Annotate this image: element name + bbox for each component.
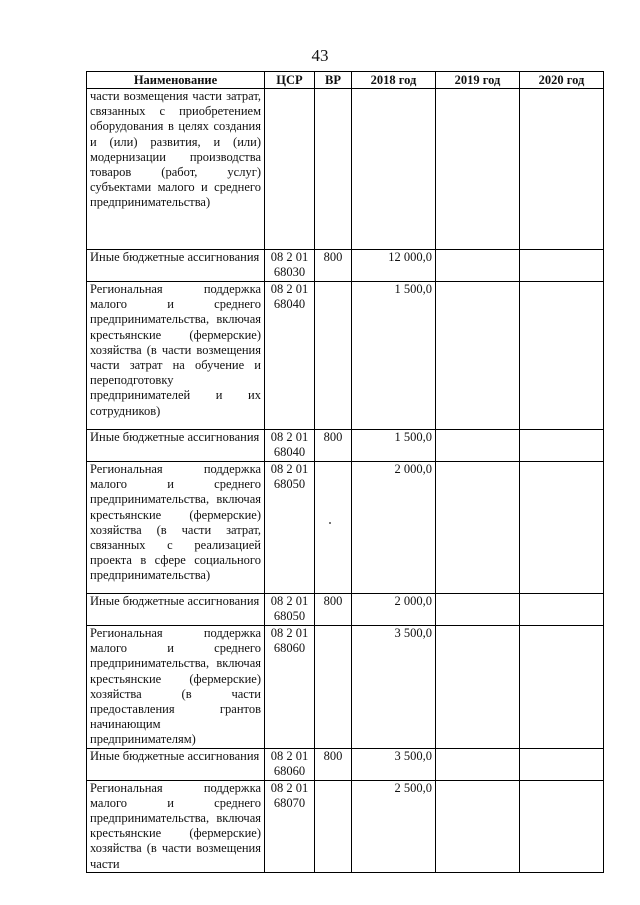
row-2018: 2 500,0 [352, 780, 436, 872]
row-2019 [436, 282, 520, 430]
row-csr: 08 2 01 68040 [265, 282, 315, 430]
row-2019 [436, 250, 520, 282]
row-2018: 12 000,0 [352, 250, 436, 282]
row-2019 [436, 748, 520, 780]
row-2019 [436, 626, 520, 749]
row-2020 [520, 250, 604, 282]
header-2020: 2020 год [520, 72, 604, 89]
table-row [87, 282, 604, 430]
row-2020 [520, 462, 604, 594]
row-name: Региональная поддержка малого и среднего предпринимательства, включая крестьянские (фермерские) хозяйства (в части возмещения части [87, 780, 265, 872]
budget-table [86, 71, 604, 873]
row-vr [315, 462, 352, 594]
header-csr: ЦСР [265, 72, 315, 89]
row-name: части возмещения части затрат, связанных с приобретением оборудования в целях создания и (или) развития, и (или) модернизации производства товаров (работ, услуг) субъектами малого и среднего предпринимательства) [87, 89, 265, 250]
table-header-row [87, 72, 604, 89]
table-row [87, 89, 604, 250]
row-2018: 3 500,0 [352, 626, 436, 749]
row-vr: 800 [315, 250, 352, 282]
table-row [87, 250, 604, 282]
table-row [87, 780, 604, 872]
row-2019 [436, 780, 520, 872]
row-vr [315, 282, 352, 430]
row-csr: 08 2 01 68040 [265, 430, 315, 462]
row-2020 [520, 594, 604, 626]
row-vr: 800 [315, 748, 352, 780]
row-2018: 1 500,0 [352, 282, 436, 430]
row-csr: 08 2 01 68030 [265, 250, 315, 282]
row-2018 [352, 89, 436, 250]
row-csr: 08 2 01 68050 [265, 594, 315, 626]
row-vr: 800 [315, 594, 352, 626]
row-name: Региональная поддержка малого и среднего предпринимательства, включая крестьянские (фермерские) хозяйства (в части предоставления грантов начинающим предпринимателям) [87, 626, 265, 749]
row-2018: 1 500,0 [352, 430, 436, 462]
row-csr: 08 2 01 68070 [265, 780, 315, 872]
row-2020 [520, 89, 604, 250]
table-row [87, 626, 604, 749]
row-csr [265, 89, 315, 250]
row-vr [315, 89, 352, 250]
header-2019: 2019 год [436, 72, 520, 89]
table-row [87, 748, 604, 780]
row-2018: 3 500,0 [352, 748, 436, 780]
row-csr: 08 2 01 68060 [265, 748, 315, 780]
row-2019 [436, 89, 520, 250]
table-row [87, 430, 604, 462]
row-vr [315, 780, 352, 872]
row-csr: 08 2 01 68050 [265, 462, 315, 594]
table-row [87, 462, 604, 594]
row-name: Региональная поддержка малого и среднего предпринимательства, включая крестьянские (фермерские) хозяйства (в части возмещения части затрат на обучение и переподготовку предпринимателей и их сотрудников) [87, 282, 265, 430]
header-name: Наименование [87, 72, 265, 89]
scan-speck [329, 522, 331, 524]
header-2018: 2018 год [352, 72, 436, 89]
row-vr: 800 [315, 430, 352, 462]
row-name: Региональная поддержка малого и среднего предпринимательства, включая крестьянские (фермерские) хозяйства (в части затрат, связанных с реализацией проекта в сфере социального предпринимательства) [87, 462, 265, 594]
page-number: 43 [311, 46, 329, 65]
row-2020 [520, 780, 604, 872]
row-2018: 2 000,0 [352, 462, 436, 594]
row-name: Иные бюджетные ассигнования [87, 594, 265, 626]
row-name: Иные бюджетные ассигнования [87, 748, 265, 780]
row-2019 [436, 462, 520, 594]
row-name: Иные бюджетные ассигнования [87, 250, 265, 282]
row-2020 [520, 282, 604, 430]
row-2020 [520, 430, 604, 462]
header-vr: ВР [315, 72, 352, 89]
row-name: Иные бюджетные ассигнования [87, 430, 265, 462]
row-2018: 2 000,0 [352, 594, 436, 626]
row-csr: 08 2 01 68060 [265, 626, 315, 749]
row-2020 [520, 626, 604, 749]
row-2019 [436, 430, 520, 462]
row-2019 [436, 594, 520, 626]
table-row [87, 594, 604, 626]
row-vr [315, 626, 352, 749]
row-2020 [520, 748, 604, 780]
